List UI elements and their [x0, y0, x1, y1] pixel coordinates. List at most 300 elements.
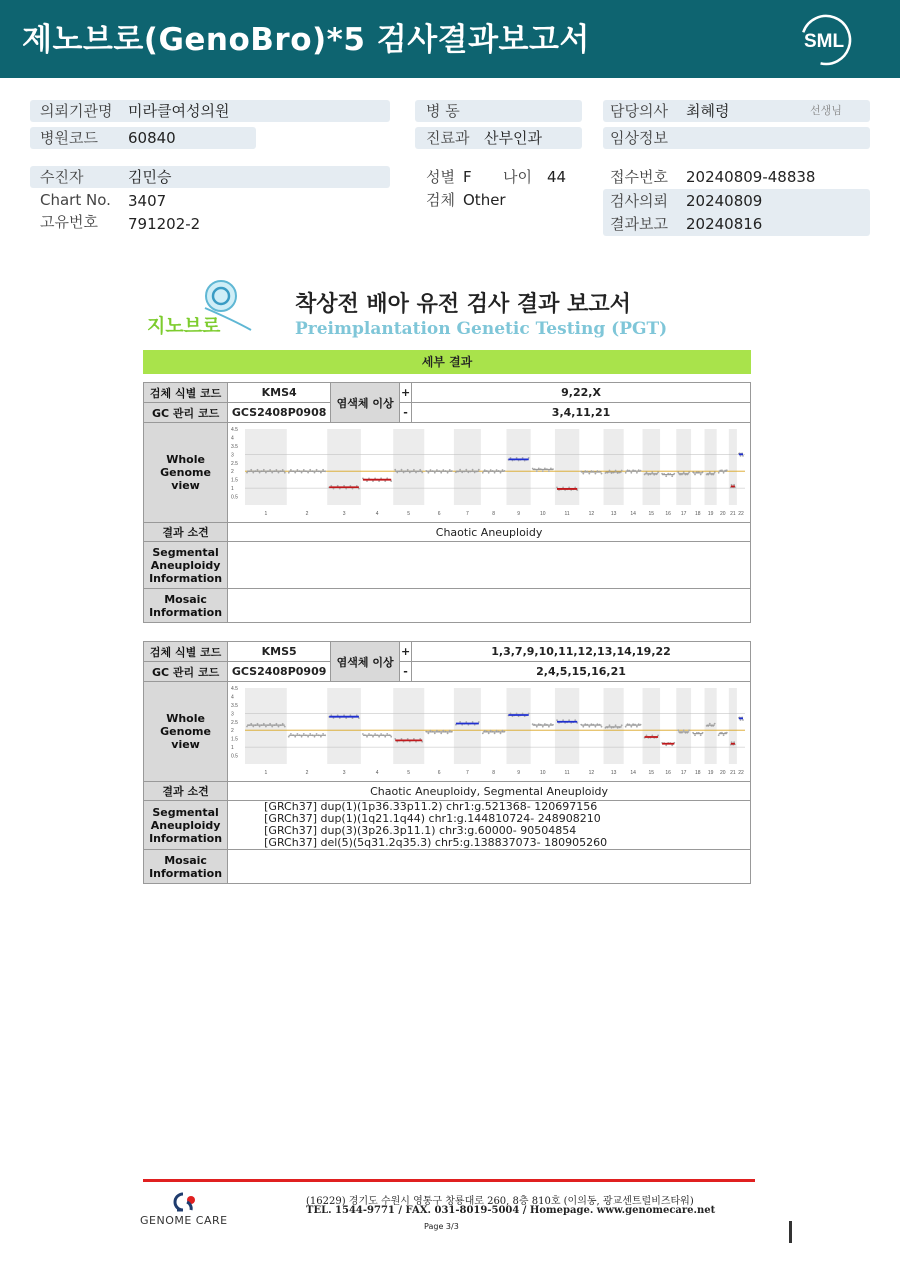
whole-genome-header: Whole Genome view	[144, 682, 228, 782]
copy-number-point	[595, 726, 597, 728]
copy-number-point	[440, 733, 442, 735]
loss-chromosomes: 3,4,11,21	[412, 403, 751, 423]
dept-value: 산부인과	[484, 129, 542, 147]
y-tick-label: 1.5	[231, 477, 239, 484]
copy-number-point	[428, 472, 430, 474]
genome-care-name: GENOME CARE	[140, 1214, 228, 1227]
copy-number-point	[419, 469, 421, 471]
y-tick-label: 3.5	[231, 702, 239, 709]
copy-number-point	[309, 469, 311, 471]
gc-code-header: GC 관리 코드	[144, 662, 228, 682]
copy-number-point	[320, 472, 322, 474]
x-tick-label: 5	[407, 770, 411, 776]
copy-number-point	[294, 736, 296, 738]
gc-code-value: GCS2408P0909	[228, 662, 331, 682]
copy-number-point	[288, 472, 290, 474]
hospital-code-label: 병원코드	[40, 129, 98, 147]
y-tick-label: 2	[231, 728, 234, 735]
y-tick-label: 3.5	[231, 443, 239, 450]
copy-number-point	[263, 723, 265, 725]
y-tick-label: 1	[231, 486, 234, 493]
copy-number-point	[723, 734, 725, 736]
copy-number-point	[500, 733, 502, 735]
mosaic-value	[228, 850, 751, 884]
report-title-english: Preimplantation Genetic Testing (PGT)	[295, 319, 668, 339]
receipt-label: 접수번호	[610, 168, 668, 186]
copy-number-point	[630, 472, 632, 474]
x-tick-label: 3	[342, 511, 346, 517]
chromosome-band	[245, 429, 287, 505]
x-tick-label: 15	[648, 511, 655, 517]
footer-contact: TEL. 1544-9771 / FAX. 031-8019-5004 / Homepage. www.genomecare.net	[306, 1205, 716, 1216]
copy-number-point	[250, 469, 252, 471]
copy-number-point	[488, 733, 490, 735]
chromosome-band	[729, 688, 737, 764]
copy-number-point	[378, 736, 380, 738]
whole-genome-chart	[229, 423, 749, 519]
chromosome-band	[454, 688, 481, 764]
gc-code-header: GC 관리 코드	[144, 403, 228, 423]
x-tick-label: 13	[610, 511, 617, 517]
copy-number-point	[314, 472, 316, 474]
copy-number-point	[297, 733, 299, 735]
copy-number-point	[548, 726, 550, 728]
copy-number-point	[615, 470, 617, 472]
copy-number-point	[252, 472, 254, 474]
copy-number-point	[636, 726, 638, 728]
copy-number-point	[440, 472, 442, 474]
x-tick-label: 18	[695, 511, 701, 517]
copy-number-point	[246, 472, 248, 474]
copy-number-point	[269, 469, 271, 471]
chromosome-band	[604, 688, 624, 764]
genobro-logo-icon	[143, 278, 258, 338]
y-tick-label: 4	[231, 435, 234, 442]
copy-number-point	[615, 724, 617, 726]
institution-value: 미라클여성의원	[128, 102, 230, 120]
x-tick-label: 16	[665, 770, 672, 776]
hospital-code-value: 60840	[128, 129, 176, 147]
copy-number-point	[447, 733, 449, 735]
specimen-value: Other	[463, 191, 506, 209]
copy-number-point	[409, 472, 411, 474]
copy-number-point	[421, 472, 423, 474]
report-header-bar	[0, 0, 900, 78]
copy-number-point	[700, 734, 702, 736]
x-tick-label: 14	[630, 511, 636, 517]
copy-number-point	[368, 733, 370, 735]
copy-number-point	[536, 470, 538, 472]
copy-number-point	[271, 726, 273, 728]
copy-number-point	[714, 471, 716, 473]
copy-number-point	[536, 726, 538, 728]
dept-label: 진료과	[426, 129, 470, 147]
chromosome-band	[676, 429, 691, 505]
copy-number-point	[265, 472, 267, 474]
copy-number-point	[714, 723, 716, 725]
institution-label: 의뢰기관명	[40, 102, 113, 120]
copy-number-point	[609, 470, 611, 472]
x-tick-label: 3	[342, 770, 346, 776]
copy-number-point	[733, 741, 735, 743]
copy-number-point	[301, 736, 303, 738]
chromosome-band	[643, 688, 661, 764]
copy-number-point	[601, 726, 603, 728]
id-value: 791202-2	[128, 215, 201, 233]
copy-number-point	[568, 719, 570, 721]
copy-number-point	[320, 736, 322, 738]
copy-number-point	[290, 469, 292, 471]
x-tick-label: 2	[305, 770, 309, 776]
copy-number-point	[651, 471, 653, 473]
x-tick-label: 19	[707, 770, 714, 776]
chromosome-band	[555, 429, 579, 505]
copy-number-point	[415, 472, 417, 474]
copy-number-point	[294, 472, 296, 474]
copy-number-point	[380, 733, 382, 735]
copy-number-point	[309, 733, 311, 735]
copy-number-point	[284, 472, 286, 474]
segmental-value	[228, 801, 751, 850]
copy-number-point	[316, 733, 318, 735]
x-tick-label: 12	[588, 511, 595, 517]
id-label: 고유번호	[40, 213, 98, 231]
gc-code-value: GCS2408P0908	[228, 403, 331, 423]
y-tick-label: 3	[231, 711, 234, 718]
copy-number-point	[709, 723, 711, 725]
y-tick-label: 4	[231, 694, 234, 701]
footer-address: (16229) 경기도 수원시 영통구 창룡대로 260, 8층 810호 (이의동, 광교센트럴비즈타워)	[306, 1196, 694, 1207]
name-label: 수진자	[40, 168, 84, 186]
x-tick-label: 17	[680, 511, 687, 517]
copy-number-point	[401, 469, 403, 471]
y-tick-label: 2.5	[231, 460, 239, 467]
copy-number-point	[574, 719, 576, 721]
copy-number-point	[303, 469, 305, 471]
x-tick-label: 6	[437, 770, 441, 776]
copy-number-point	[542, 470, 544, 472]
copy-number-point	[290, 733, 292, 735]
copy-number-point	[588, 473, 590, 475]
copy-number-point	[384, 736, 386, 738]
doctor-suffix: 선생님	[810, 104, 842, 117]
copy-number-point	[677, 729, 679, 731]
copy-number-point	[307, 472, 309, 474]
copy-number-point	[683, 471, 685, 473]
copy-number-point	[372, 736, 374, 738]
chromosome-band	[393, 429, 424, 505]
loss-sign: -	[400, 403, 412, 423]
x-tick-label: 1	[264, 511, 268, 517]
chrom-abn-header: 염색체 이상	[331, 642, 400, 682]
x-tick-label: 4	[375, 770, 379, 776]
page-number: Page 3/3	[424, 1222, 459, 1231]
copy-number-point	[474, 472, 476, 474]
copy-number-point	[478, 469, 480, 471]
x-tick-label: 1	[264, 770, 268, 776]
x-tick-label: 21	[730, 511, 736, 517]
finding-header: 결과 소견	[144, 523, 228, 542]
x-tick-label: 4	[375, 511, 379, 517]
finding-value: Chaotic Aneuploidy	[228, 523, 751, 542]
copy-number-point	[269, 723, 271, 725]
report-title: 제노브로(GenoBro)*5 검사결과보고서	[22, 22, 590, 58]
x-tick-label: 15	[648, 770, 655, 776]
whole-genome-header: Whole Genome view	[144, 423, 228, 523]
specimen-code-header: 검체 식별 코드	[144, 383, 228, 403]
copy-number-point	[413, 469, 415, 471]
chart-label: Chart No.	[40, 191, 111, 209]
x-tick-label: 19	[707, 511, 714, 517]
copy-number-point	[694, 734, 696, 736]
y-tick-label: 0.5	[231, 494, 239, 501]
copy-number-point	[723, 472, 725, 474]
mosaic-header: Mosaic Information	[144, 589, 228, 623]
copy-number-point	[449, 730, 451, 732]
segmental-line: [GRCh37] del(5)(5q31.2q35.3) chr5:g.138837073- 180905260	[264, 836, 608, 849]
copy-number-point	[494, 472, 496, 474]
chromosome-band	[555, 688, 579, 764]
x-tick-label: 22	[738, 511, 744, 517]
copy-number-point	[621, 470, 623, 472]
finding-value: Chaotic Aneuploidy, Segmental Aneuploidy	[228, 782, 751, 801]
gain-sign: +	[400, 642, 412, 662]
copy-number-point	[303, 733, 305, 735]
copy-number-point	[665, 744, 667, 746]
x-tick-label: 9	[517, 770, 521, 776]
copy-number-point	[657, 471, 659, 473]
copy-number-point	[394, 469, 396, 471]
copy-number-point	[646, 735, 648, 737]
chromosome-band	[507, 688, 531, 764]
copy-number-point	[322, 469, 324, 471]
x-tick-label: 10	[540, 511, 546, 517]
copy-number-point	[657, 735, 659, 737]
copy-number-point	[694, 474, 696, 476]
mosaic-value	[228, 589, 751, 623]
copy-number-point	[407, 469, 409, 471]
report-title-korean: 착상전 배아 유전 검사 결과 보고서	[295, 292, 631, 317]
copy-number-point	[403, 472, 405, 474]
x-tick-label: 17	[680, 770, 687, 776]
copy-number-point	[396, 472, 398, 474]
copy-number-point	[556, 719, 558, 721]
copy-number-point	[588, 726, 590, 728]
copy-number-point	[459, 469, 461, 471]
copy-number-point	[284, 726, 286, 728]
chromosome-band	[393, 688, 424, 764]
copy-number-point	[278, 472, 280, 474]
copy-number-point	[625, 472, 627, 474]
specimen-code-header: 검체 식별 코드	[144, 642, 228, 662]
copy-number-point	[259, 472, 261, 474]
copy-number-point	[316, 469, 318, 471]
sml-logo-icon	[798, 12, 854, 68]
gain-chromosomes: 9,22,X	[412, 383, 751, 403]
copy-number-point	[459, 721, 461, 723]
chromosome-band	[705, 429, 717, 505]
copy-number-point	[731, 741, 733, 743]
copy-number-point	[562, 719, 564, 721]
chromosome-band	[676, 688, 691, 764]
copy-number-point	[314, 736, 316, 738]
gain-chromosomes: 1,3,7,9,10,11,12,13,14,19,22	[412, 642, 751, 662]
x-tick-label: 20	[720, 511, 726, 517]
copy-number-point	[731, 484, 733, 486]
y-tick-label: 4.5	[231, 427, 239, 433]
copy-number-point	[636, 472, 638, 474]
copy-number-point	[271, 472, 273, 474]
receipt-value: 20240809-48838	[686, 168, 816, 186]
specimen-code-value: KMS4	[228, 383, 331, 403]
copy-number-point	[374, 733, 376, 735]
gain-sign: +	[400, 383, 412, 403]
whole-genome-chart	[229, 682, 749, 778]
copy-number-point	[646, 471, 648, 473]
copy-number-point	[366, 736, 368, 738]
sex-label: 성별	[426, 168, 455, 186]
copy-number-point	[482, 472, 484, 474]
copy-number-point	[562, 487, 564, 489]
age-label: 나이	[503, 168, 532, 186]
clinical-label: 임상정보	[610, 129, 668, 147]
specimen-label: 검체	[426, 191, 455, 209]
copy-number-point	[428, 733, 430, 735]
copy-number-point	[434, 733, 436, 735]
x-tick-label: 8	[492, 511, 496, 517]
copy-number-point	[548, 470, 550, 472]
copy-number-point	[322, 733, 324, 735]
copy-number-point	[282, 469, 284, 471]
copy-number-point	[307, 736, 309, 738]
mosaic-header: Mosaic Information	[144, 850, 228, 884]
doctor-label: 담당의사	[610, 102, 668, 120]
copy-number-point	[700, 474, 702, 476]
copy-number-point	[621, 724, 623, 726]
copy-number-point	[482, 733, 484, 735]
copy-number-point	[665, 475, 667, 477]
copy-number-point	[265, 726, 267, 728]
copy-number-point	[718, 472, 720, 474]
copy-number-point	[688, 471, 690, 473]
x-tick-label: 11	[564, 770, 570, 776]
copy-number-point	[494, 733, 496, 735]
segmental-line: [GRCh37] dup(1)(1q21.1q44) chr1:g.144810724- 248908210	[264, 812, 601, 825]
x-tick-label: 22	[738, 770, 744, 776]
copy-number-point	[278, 726, 280, 728]
segmental-line: [GRCh37] dup(1)(1p36.33p11.2) chr1:g.521368- 120697156	[264, 800, 598, 813]
copy-number-point	[472, 469, 474, 471]
copy-number-point	[390, 736, 392, 738]
copy-number-point	[740, 455, 742, 457]
copy-number-point	[556, 487, 558, 489]
segmental-line: [GRCh37] dup(3)(3p26.3p11.1) chr3:g.60000- 90504854	[264, 824, 577, 837]
y-tick-label: 3	[231, 452, 234, 459]
copy-number-point	[601, 473, 603, 475]
sex-value: F	[463, 168, 472, 186]
x-tick-label: 7	[466, 770, 469, 776]
name-row	[30, 166, 390, 188]
segmental-header: Segmental Aneuploidy Information	[144, 801, 228, 850]
chart-value: 3407	[128, 192, 167, 210]
x-tick-label: 7	[466, 511, 469, 517]
x-tick-label: 11	[564, 511, 570, 517]
chrom-abn-header: 염색체 이상	[331, 383, 400, 423]
copy-number-point	[288, 736, 290, 738]
chromosome-band	[454, 429, 481, 505]
age-value: 44	[547, 168, 567, 186]
copy-number-point	[740, 719, 742, 721]
copy-number-point	[386, 733, 388, 735]
copy-number-point	[742, 719, 744, 721]
text-cursor	[789, 1221, 792, 1243]
chromosome-band	[327, 688, 361, 764]
copy-number-point	[718, 734, 720, 736]
copy-number-point	[582, 726, 584, 728]
copy-number-point	[447, 472, 449, 474]
name-value: 김민승	[128, 168, 172, 186]
ward-label: 병 동	[426, 102, 460, 120]
copy-number-point	[625, 726, 627, 728]
specimen-code-value: KMS5	[228, 642, 331, 662]
chromosome-band	[507, 429, 531, 505]
copy-number-point	[651, 735, 653, 737]
x-tick-label: 12	[588, 770, 595, 776]
section-header: 세부 결과	[143, 350, 751, 374]
y-tick-label: 2	[231, 469, 234, 476]
copy-number-point	[252, 726, 254, 728]
copy-number-point	[595, 473, 597, 475]
copy-number-point	[733, 484, 735, 486]
sample-table-2	[143, 641, 751, 884]
copy-number-point	[742, 455, 744, 457]
loss-chromosomes: 2,4,5,15,16,21	[412, 662, 751, 682]
segmental-header: Segmental Aneuploidy Information	[144, 542, 228, 589]
copy-number-point	[688, 729, 690, 731]
segmental-value	[228, 542, 751, 589]
copy-number-point	[500, 472, 502, 474]
x-tick-label: 9	[517, 511, 521, 517]
copy-number-point	[250, 723, 252, 725]
chromosome-band	[729, 429, 737, 505]
copy-number-point	[542, 726, 544, 728]
copy-number-point	[465, 469, 467, 471]
copy-number-point	[488, 472, 490, 474]
copy-number-point	[257, 723, 259, 725]
x-tick-label: 18	[695, 770, 701, 776]
x-tick-label: 10	[540, 770, 546, 776]
doctor-value: 최혜령	[686, 102, 730, 120]
genobro-logo-text: 지노브로	[147, 315, 221, 337]
copy-number-point	[709, 471, 711, 473]
x-tick-label: 8	[492, 770, 496, 776]
chromosome-band	[327, 429, 361, 505]
y-tick-label: 4.5	[231, 686, 239, 692]
x-tick-label: 14	[630, 770, 636, 776]
sample-table-1	[143, 382, 751, 623]
copy-number-point	[282, 723, 284, 725]
copy-number-point	[630, 726, 632, 728]
copy-number-point	[259, 726, 261, 728]
copy-number-point	[297, 469, 299, 471]
copy-number-point	[677, 471, 679, 473]
copy-number-point	[582, 473, 584, 475]
copy-number-point	[574, 487, 576, 489]
copy-number-point	[671, 475, 673, 477]
x-tick-label: 16	[665, 511, 672, 517]
copy-number-point	[276, 469, 278, 471]
copy-number-point	[442, 730, 444, 732]
